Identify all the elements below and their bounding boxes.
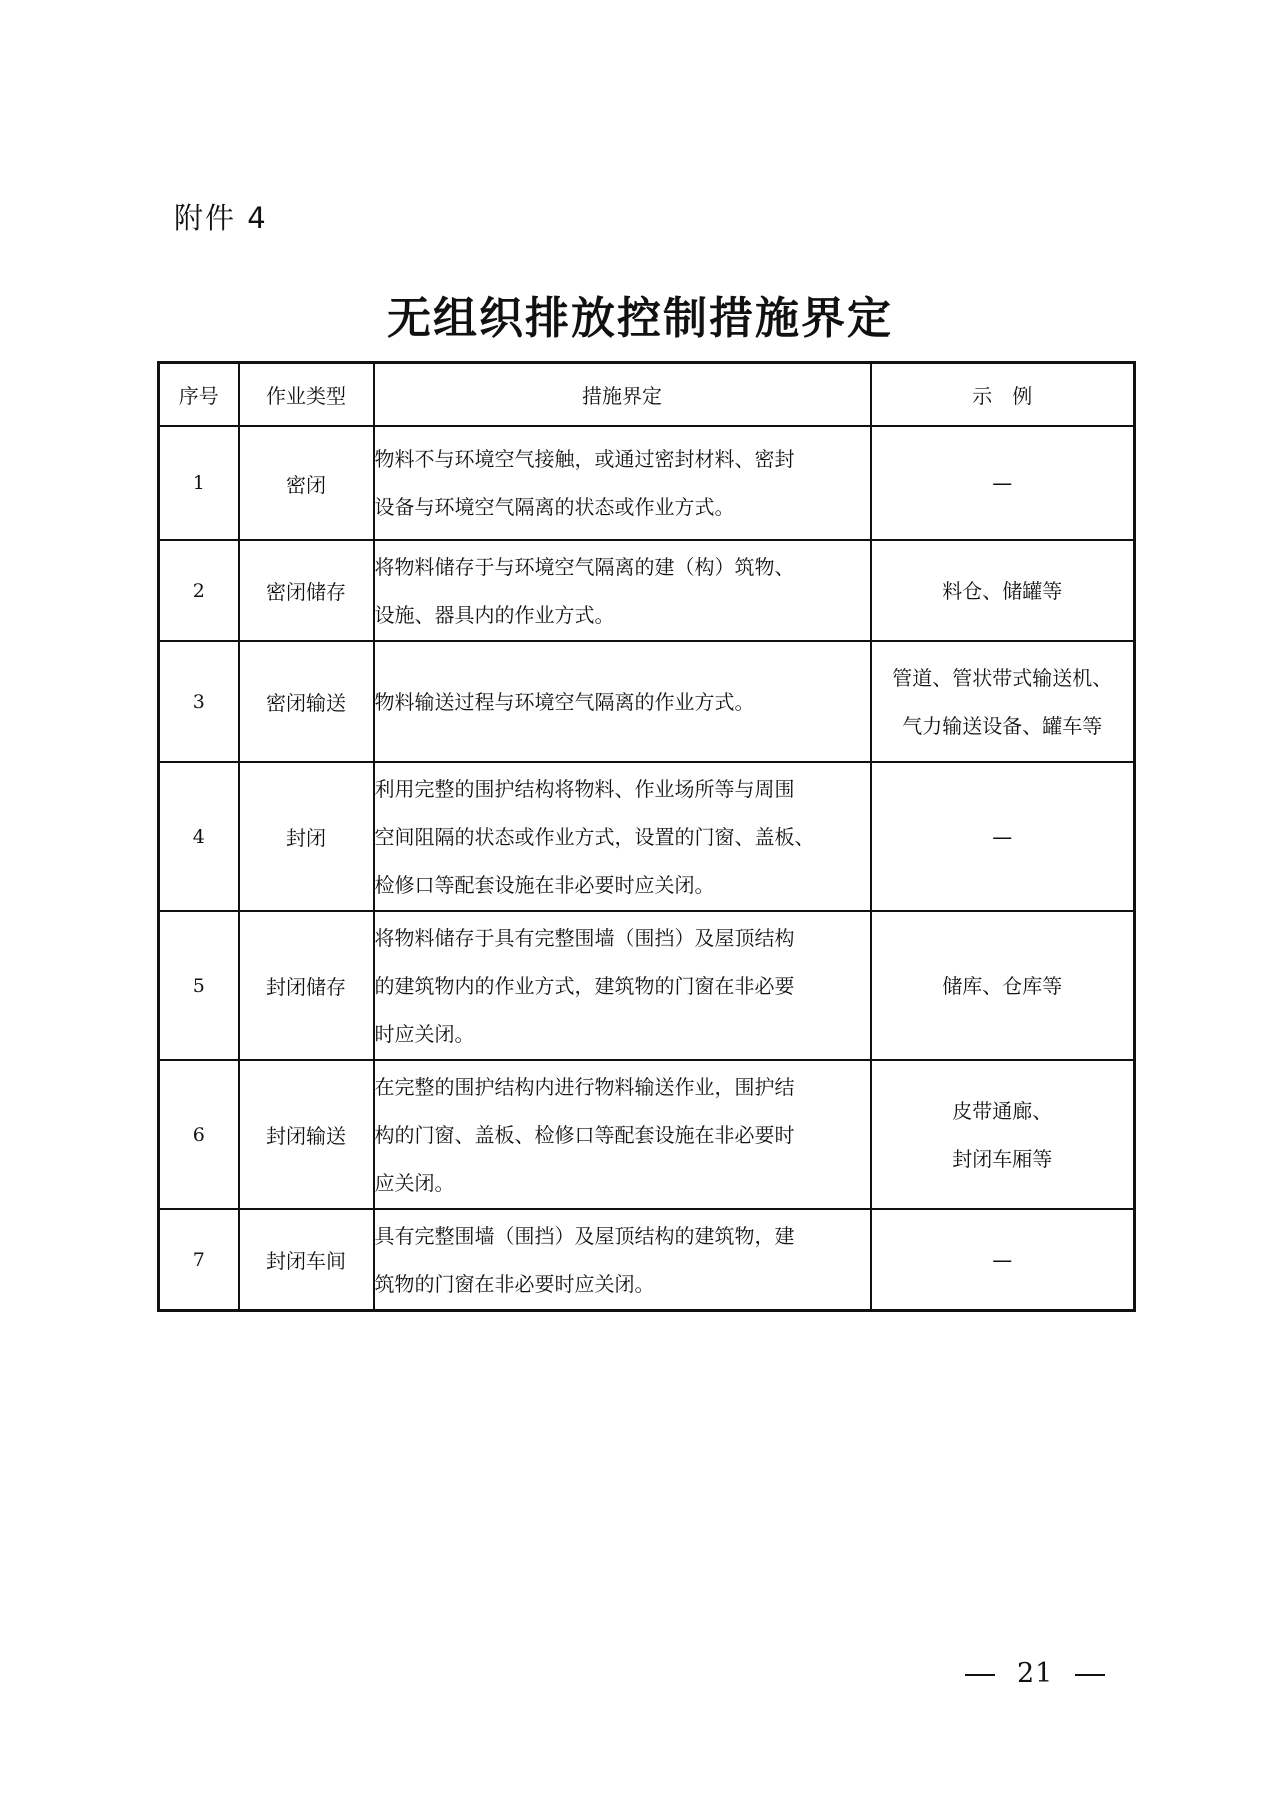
definition-line: 应关闭。: [374, 1170, 455, 1195]
table-row: [159, 641, 1135, 762]
row-example: [871, 1209, 1135, 1311]
definition-line: 将物料储存于具有完整围墙（围挡）及屋顶结构: [374, 925, 795, 950]
row-definition: [374, 426, 871, 540]
header-example: 示 例: [871, 363, 1135, 427]
row-number: 2: [159, 540, 239, 641]
row-definition: [374, 1060, 871, 1209]
row-example: [871, 540, 1135, 641]
definition-line: 将物料储存于与环境空气隔离的建（构）筑物、: [374, 554, 795, 579]
table-header-row: [159, 363, 1135, 427]
example-line: 气力输送设备、罐车等: [902, 713, 1103, 738]
header-serial-number: 序号: [159, 363, 239, 427]
row-definition: [374, 540, 871, 641]
attachment-label: 附件 4: [174, 201, 268, 235]
row-example: [871, 1060, 1135, 1209]
example-line: 封闭车厢等: [952, 1146, 1053, 1171]
table-row: [159, 911, 1135, 1060]
header-operation-type: 作业类型: [239, 363, 374, 427]
definition-line: 检修口等配套设施在非必要时应关闭。: [374, 872, 715, 897]
table-row: [159, 1060, 1135, 1209]
row-example: [871, 911, 1135, 1060]
row-operation-type: 密闭输送: [239, 641, 374, 762]
measures-table: [157, 361, 1136, 1312]
document-title: 无组织排放控制措施界定: [387, 293, 893, 344]
table-row: [159, 540, 1135, 641]
page-number-dash-left: [965, 1674, 995, 1676]
example-line: 皮带通廊、: [952, 1098, 1053, 1123]
row-operation-type: 密闭: [239, 426, 374, 540]
example-line: —: [992, 824, 1013, 849]
row-definition: [374, 641, 871, 762]
definition-line: 设施、器具内的作业方式。: [374, 602, 615, 627]
page-number-dash-right: [1075, 1674, 1105, 1676]
row-operation-type: 封闭车间: [239, 1209, 374, 1311]
row-example: [871, 641, 1135, 762]
definition-line: 在完整的围护结构内进行物料输送作业，围护结: [374, 1074, 795, 1099]
definition-line: 空间阻隔的状态或作业方式，设置的门窗、盖板、: [374, 824, 815, 849]
definition-line: 物料不与环境空气接触，或通过密封材料、密封: [374, 447, 795, 471]
row-definition: [374, 762, 871, 911]
row-operation-type: 封闭输送: [239, 1060, 374, 1209]
example-line: 管道、管状带式输送机、: [892, 665, 1113, 690]
definition-line: 物料输送过程与环境空气隔离的作业方式。: [374, 689, 755, 714]
row-number: 4: [159, 762, 239, 911]
example-line: —: [992, 471, 1013, 495]
table-row: [159, 426, 1135, 540]
definition-line: 利用完整的围护结构将物料、作业场所等与周围: [374, 776, 795, 801]
row-operation-type: 封闭: [239, 762, 374, 911]
row-number: 6: [159, 1060, 239, 1209]
definition-line: 筑物的门窗在非必要时应关闭。: [374, 1271, 655, 1296]
row-number: 5: [159, 911, 239, 1060]
example-line: —: [992, 1247, 1013, 1272]
page-number-value: 21: [1017, 1658, 1054, 1689]
row-definition: [374, 1209, 871, 1311]
row-definition: [374, 911, 871, 1060]
header-measure-definition: 措施界定: [374, 363, 871, 427]
definition-line: 的建筑物内的作业方式，建筑物的门窗在非必要: [374, 973, 795, 998]
page-number: [965, 1658, 1105, 1689]
row-number: 1: [159, 426, 239, 540]
row-operation-type: 密闭储存: [239, 540, 374, 641]
definition-line: 具有完整围墙（围挡）及屋顶结构的建筑物，建: [374, 1223, 795, 1248]
row-example: [871, 762, 1135, 911]
table-row: [159, 1209, 1135, 1311]
row-operation-type: 封闭储存: [239, 911, 374, 1060]
definition-line: 时应关闭。: [374, 1021, 475, 1046]
example-line: 料仓、储罐等: [942, 578, 1063, 603]
definition-line: 设备与环境空气隔离的状态或作业方式。: [374, 495, 735, 519]
row-number: 7: [159, 1209, 239, 1311]
row-example: [871, 426, 1135, 540]
table-row: [159, 762, 1135, 911]
row-number: 3: [159, 641, 239, 762]
example-line: 储库、仓库等: [942, 973, 1063, 998]
definition-line: 构的门窗、盖板、检修口等配套设施在非必要时: [374, 1122, 795, 1147]
